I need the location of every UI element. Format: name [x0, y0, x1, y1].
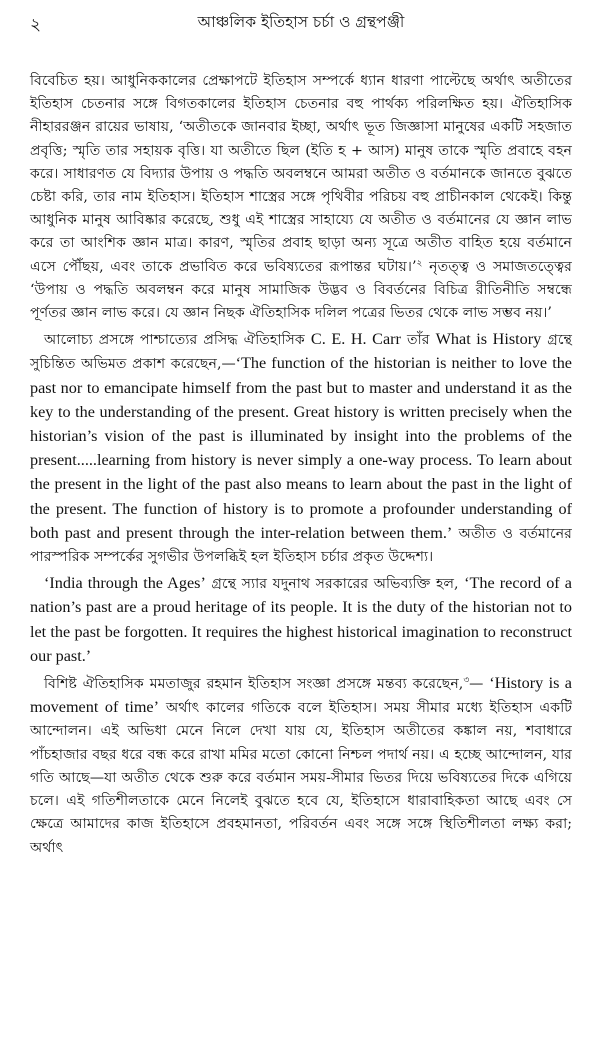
footnote-marker: ২	[416, 257, 423, 268]
bengali-text: নৃতত্ত্ব ও সমাজতত্ত্বের ‘উপায় ও পদ্ধতি অবলম্বন করে মানুষ সামাজিক উদ্ভব ও বিবর্তনের বিচিত্র রীতিনীতি সম্বন্ধে পূর্ণতর জ্ঞান লাভ করে। যে জ্ঞান নিছক ঐতিহাসিক দলিল পত্রের ভিতর থেকে লাভ সম্ভব নয়।’	[30, 258, 572, 322]
english-text: ‘The record of a nation’s past are a proud heritage of its people. It is the duty of the historian not to let the past be forgotten. It requires the highest historical imagination to reconstruct our past.’	[30, 574, 572, 665]
english-text: ‘India through the Ages’	[44, 574, 206, 593]
bengali-text: গ্রন্থে সুচিন্তিত অভিমত প্রকাশ করেছেন,—	[30, 332, 573, 373]
bengali-text: আলোচ্য প্রসঙ্গে পাশ্চাত্যের প্রসিদ্ধ ঐতিহাসিক	[44, 332, 311, 349]
running-title: আঞ্চলিক ইতিহাস চর্চা ও গ্রন্থপঞ্জী	[197, 13, 405, 31]
bengali-text: অতীত ও বর্তমানের পারস্পরিক সম্পর্কের সুগভীর উপলব্ধিই হল ইতিহাস চর্চার প্রকৃত উদ্দেশ্য।	[30, 525, 572, 566]
bengali-text: গ্রন্থে স্যার যদুনাথ সরকারের অভিব্যক্তি হল,	[205, 576, 465, 593]
page-header	[30, 0, 572, 40]
bengali-text: অর্থাৎ কালের গতিকে বলে ইতিহাস। সময় সীমার মধ্যে ইতিহাস একটি আন্দোলন। এই অভিধা মেনে নিলে দেখা যায় যে, ইতিহাস অতীতের কঙ্কাল নয়, শবাধারে পাঁচহাজার বছর ধরে বন্ধ করে রাখা মমির মতো কোনো নিশ্চল পদার্থ নয়। এ হচ্ছে আন্দোলন, যার গতি আছে—যা অতীত থেকে শুরু করে বর্তমান সময়-সীমার ভিতর দিয়ে ভবিষ্যতের দিকে এগিয়ে চলে। এই গতিশীলতাকে মেনে নিলেই বুঝতে হবে যে, ইতিহাসে ধারাবাহিকতা আছে এবং সে ক্ষেত্রে আমাদের কাজ ইতিহাসে প্রবহমানতা, পরিবর্তন এবং সঙ্গে সঙ্গে স্থিতিশীলতা লক্ষ্য করা; অর্থাৎ	[30, 700, 572, 856]
english-text: C. E. H. Carr	[310, 330, 401, 349]
bengali-text: বিশিষ্ট ঐতিহাসিক মমতাজুর রহমান ইতিহাস সংজ্ঞা প্রসঙ্গে মন্তব্য করেছেন,	[44, 676, 464, 693]
bengali-text: বিবেচিত হয়। আধুনিককালের প্রেক্ষাপটে ইতিহাস সম্পর্কে ধ্যান ধারণা পাল্টেছে অর্থাৎ অতীতের ইতিহাস চেতনার সঙ্গে বিগতকালের ইতিহাস চেতনার বহু পার্থক্য পরিলক্ষিত হয়। ঐতিহাসিক নীহাররঞ্জন রায়ের ভাষায়, ‘অতীতকে জানবার ইচ্ছা, অর্থাৎ ভূত জিজ্ঞাসা মানুষের একটি সহজাত প্রবৃত্তি; স্মৃতি তার সহায়ক বৃত্তি। যা অতীতে ছিল (ইতি হ + আস) মানুষ তাকে স্মৃতি প্রবাহে বহন করে। সাধারণত যে বিদ্যার উপায় ও পদ্ধতি অবলম্বনে আমরা অতীত ও বর্তমানকে জানতে বুঝতে চেষ্টা করি, তার নাম ইতিহাস। ইতিহাস শাস্ত্রের সঙ্গে পৃথিবীর পরিচয় বহু প্রাচীনকাল থেকেই। কিন্তু আধুনিক মানুষ আবিষ্কার করেছে, শুধু এই শাস্ত্রের সাহায্যে যে অতীত ও বর্তমানের যে জ্ঞান লাভ করে তা আংশিক জ্ঞান মাত্র। কারণ, স্মৃতির প্রবাহ ছাড়া অন্য সূত্রে অতীত বাহিত হয়ে বর্তমানে এসে পৌঁছয়, এবং তাকে প্রভাবিত করে ভবিষ্যতের রূপান্তর ঘটায়।’	[30, 73, 572, 275]
paragraph-4	[30, 672, 572, 860]
page-number: ২	[30, 15, 42, 35]
paragraph-1	[30, 70, 572, 325]
footnote-marker: ৩	[463, 675, 470, 686]
english-text: What is History	[435, 330, 542, 349]
english-text: ‘The function of the historian is neither to love the past nor to emancipate himself from the past but to master and understand it as the key to the understanding of the present. Great history is written precisely when the historian’s vision of the past is illuminated by insight into the problems of the present.....learning from history is never simply a one-way process. To learn about the present in the light of the past also means to learn about the past in the light of the present. The function of history is to promote a profounder understanding of both past and present through the inter-relation between them.’	[30, 354, 572, 542]
paragraph-3	[30, 572, 572, 669]
bengali-text: —	[469, 676, 490, 693]
body-text	[30, 70, 572, 860]
paragraph-2	[30, 328, 572, 569]
english-text: ‘History is a movement of time’	[30, 674, 572, 717]
bengali-text: তাঁর	[400, 332, 436, 349]
